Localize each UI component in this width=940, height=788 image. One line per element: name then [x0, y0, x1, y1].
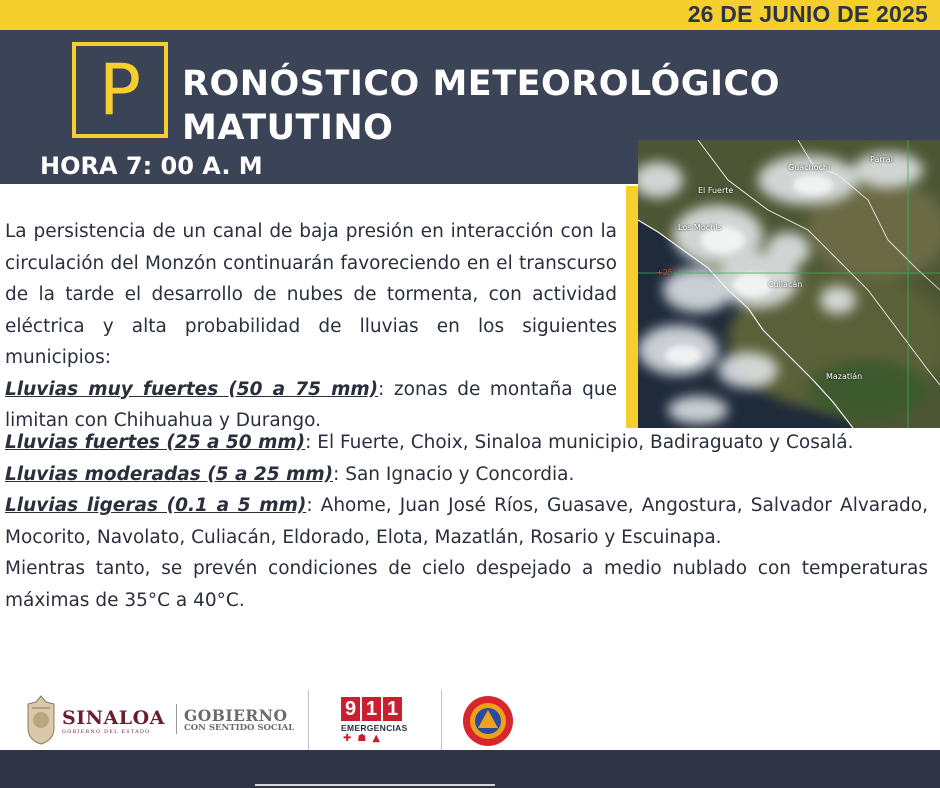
category-light-label: Lluvias ligeras (0.1 a 5 mm) — [5, 495, 307, 516]
intro-text: La persistencia de un canal de baja presión en interacción con la circulación del Monzón continuarán favoreciendo en el transcurso de la tarde el desarrollo de nubes de tormenta, con actividad eléctrica y alta probabilidad de lluvias en los siguientes municipios: — [5, 221, 617, 368]
e911-digit: 1 — [383, 697, 402, 721]
gobierno-logo-subtext: CON SENTIDO SOCIAL — [184, 723, 295, 733]
map-label-culiacan: Culiacán — [768, 280, 803, 289]
category-very-heavy-text: : zonas de montaña que limitan con Chihuahua y Durango. — [5, 378, 617, 431]
sinaloa-logo-text: SINALOA — [62, 707, 165, 729]
e911-digit: 1 — [362, 697, 381, 721]
footer-separator — [308, 690, 309, 750]
proteccion-civil-emblem-icon — [462, 695, 514, 747]
emergencias-911-logo — [341, 697, 408, 744]
category-very-heavy-label: Lluvias muy fuertes (50 a 75 mm) — [5, 378, 379, 400]
category-light — [5, 490, 928, 553]
footer-separator — [441, 690, 442, 750]
category-moderate — [5, 459, 928, 491]
category-moderate-text: : San Ignacio y Concordia. — [333, 463, 575, 485]
map-label-mazatlan: Mazatlán — [826, 372, 863, 381]
page-title — [182, 62, 780, 150]
title-line-2: MATUTINO — [182, 108, 394, 148]
map-label-los-mochis: Los Mochis — [678, 223, 722, 232]
title-initial: P — [98, 49, 142, 131]
emergency-services-icons: ✚☗▲ — [343, 733, 387, 744]
category-light-text: : Ahome, Juan José Ríos, Guasave, Angostura, Salvador Alvarado, Mocorito, Navolato, Culiacán, Eldorado, Elota, Mazatlán, Rosario y Escuinapa. — [5, 495, 928, 548]
rain-categories — [5, 427, 928, 616]
map-label-guachochi: Guachochi — [788, 163, 831, 172]
satellite-map — [638, 140, 940, 428]
e911-digit: 9 — [341, 697, 360, 721]
map-label-el-fuerte: El Fuerte — [698, 186, 734, 195]
closing-paragraph: Mientras tanto, se prevén condiciones de cielo despejado a medio nublado con temperaturas máximas de 35°C a 40°C. — [5, 558, 928, 611]
map-label-parral: Parral — [870, 155, 893, 164]
forecast-time: HORA 7: 00 A. M — [40, 152, 263, 180]
top-date-bar — [0, 0, 940, 30]
sinaloa-logo-subtext: GOBIERNO DEL ESTADO — [62, 729, 151, 735]
footer-bar — [0, 750, 940, 788]
intro-paragraph — [5, 216, 617, 437]
footer-accent-line — [255, 784, 495, 786]
map-label-latitude: +25° — [656, 268, 677, 277]
e911-label: EMERGENCIAS — [341, 723, 408, 733]
category-heavy-label: Lluvias fuertes (25 a 50 mm) — [5, 432, 306, 453]
gobierno-logo-text: GOBIERNO — [184, 706, 288, 725]
category-heavy-text: : El Fuerte, Choix, Sinaloa municipio, Badiraguato y Cosalá. — [305, 432, 854, 453]
bulletin-date: 26 DE JUNIO DE 2025 — [687, 1, 928, 27]
title-initial-box — [72, 42, 168, 138]
category-moderate-label: Lluvias moderadas (5 a 25 mm) — [5, 463, 334, 485]
sinaloa-coat-of-arms-icon — [24, 694, 58, 746]
title-line-1: RONÓSTICO METEOROLÓGICO — [182, 64, 780, 104]
category-heavy — [5, 427, 928, 459]
logo-divider — [176, 704, 177, 734]
